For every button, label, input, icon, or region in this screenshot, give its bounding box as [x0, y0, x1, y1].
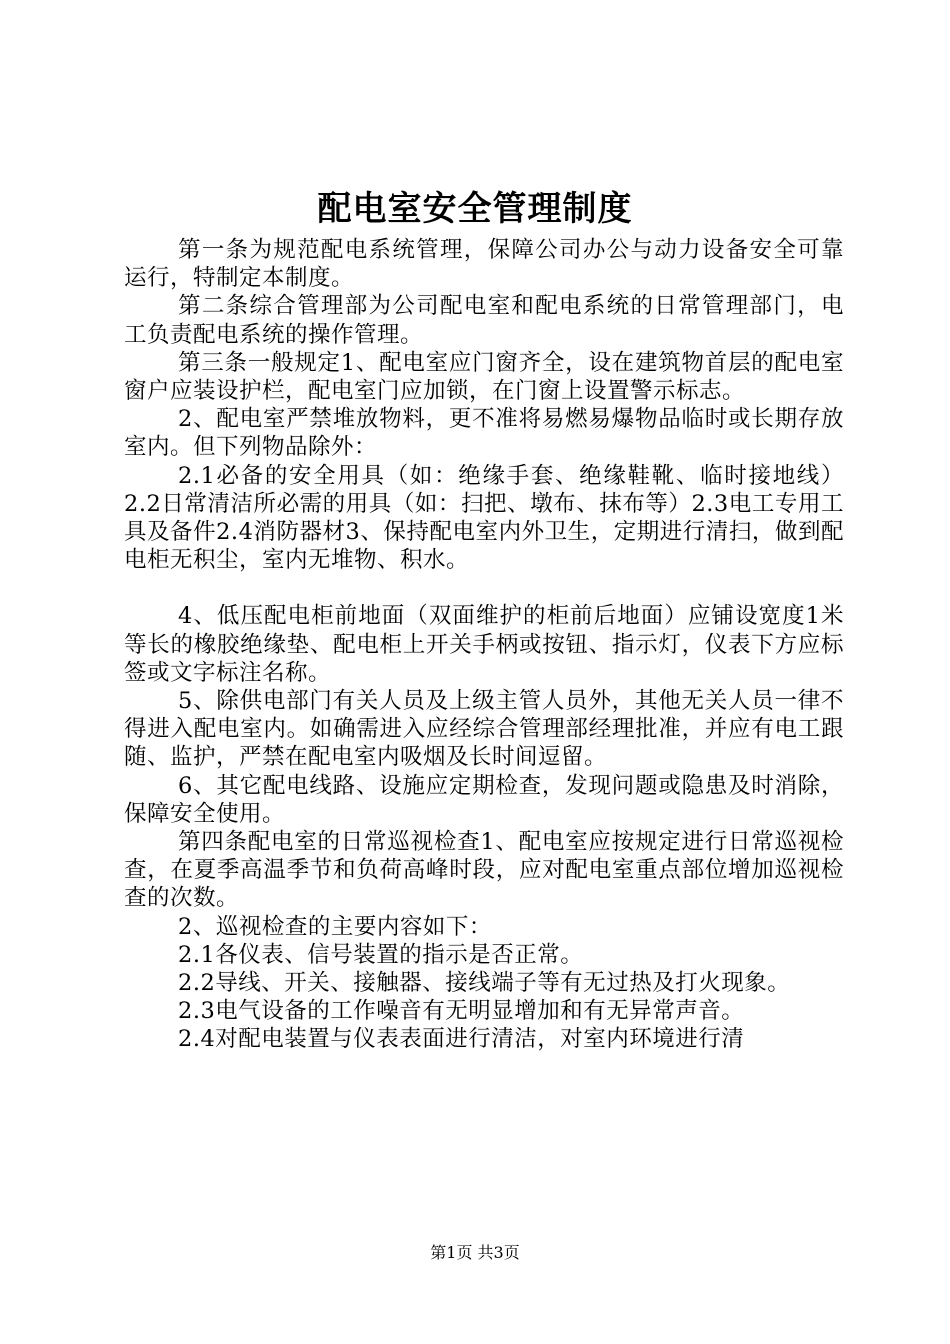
document-title: 配电室安全管理制度 — [317, 189, 633, 229]
page-footer: 第1页 共3页 — [430, 1243, 520, 1262]
paragraph-article-3: 第三条一般规定1、配电室应门窗齐全，设在建筑物首层的配电室窗户应装设护栏，配电室门应加锁，在门窗上设置警示标志。 — [124, 349, 844, 405]
document-body — [124, 236, 844, 1054]
paragraph-inspection-2-3: 2.3电气设备的工作噪音有无明显增加和有无异常声音。 — [178, 998, 745, 1025]
paragraph-item-2-1: 2.1必备的安全用具（如：绝缘手套、绝缘鞋靴、临时接地线）2.2日常清洁所必需的用具（如：扫把、墩布、抹布等）2.3电工专用工具及备件2.4消防器材3、保持配电室内外卫生，定期进行清扫，做到配电柜无积尘，室内无堆物、积水。 — [124, 462, 844, 574]
paragraph-item-6: 6、其它配电线路、设施应定期检查，发现问题或隐患及时消除，保障安全使用。 — [124, 772, 844, 827]
paragraph-item-5: 5、除供电部门有关人员及上级主管人员外，其他无关人员一律不得进入配电室内。如确需进入应经综合管理部经理批准，并应有电工跟随、监护，严禁在配电室内吸烟及长时间逗留。 — [124, 688, 844, 771]
paragraph-item-4: 4、低压配电柜前地面（双面维护的柜前后地面）应铺设宽度1米等长的橡胶绝缘垫、配电柜上开关手柄或按钮、指示灯，仪表下方应标签或文字标注名称。 — [124, 603, 844, 686]
paragraph-article-2: 第二条综合管理部为公司配电室和配电系统的日常管理部门，电工负责配电系统的操作管理。 — [124, 293, 844, 348]
paragraph-inspection-2-4: 2.4对配电装置与仪表表面进行清洁，对室内环境进行清 — [178, 1026, 745, 1053]
paragraph-inspection-2-2: 2.2导线、开关、接触器、接线端子等有无过热及打火现象。 — [178, 970, 791, 997]
paragraph-inspection-2-1: 2.1各仪表、信号装置的指示是否正常。 — [178, 941, 584, 968]
paragraph-article-1: 第一条为规范配电系统管理，保障公司办公与动力设备安全可靠运行，特制定本制度。 — [124, 237, 844, 292]
paragraph-inspection-2: 2、巡视检查的主要内容如下： — [178, 913, 492, 940]
paragraph-article-4: 第四条配电室的日常巡视检查1、配电室应按规定进行日常巡视检查，在夏季高温季节和负荷高峰时段，应对配电室重点部位增加巡视检查的次数。 — [124, 829, 844, 912]
paragraph-item-2: 2、配电室严禁堆放物料，更不准将易燃易爆物品临时或长期存放室内。但下列物品除外： — [124, 406, 844, 461]
